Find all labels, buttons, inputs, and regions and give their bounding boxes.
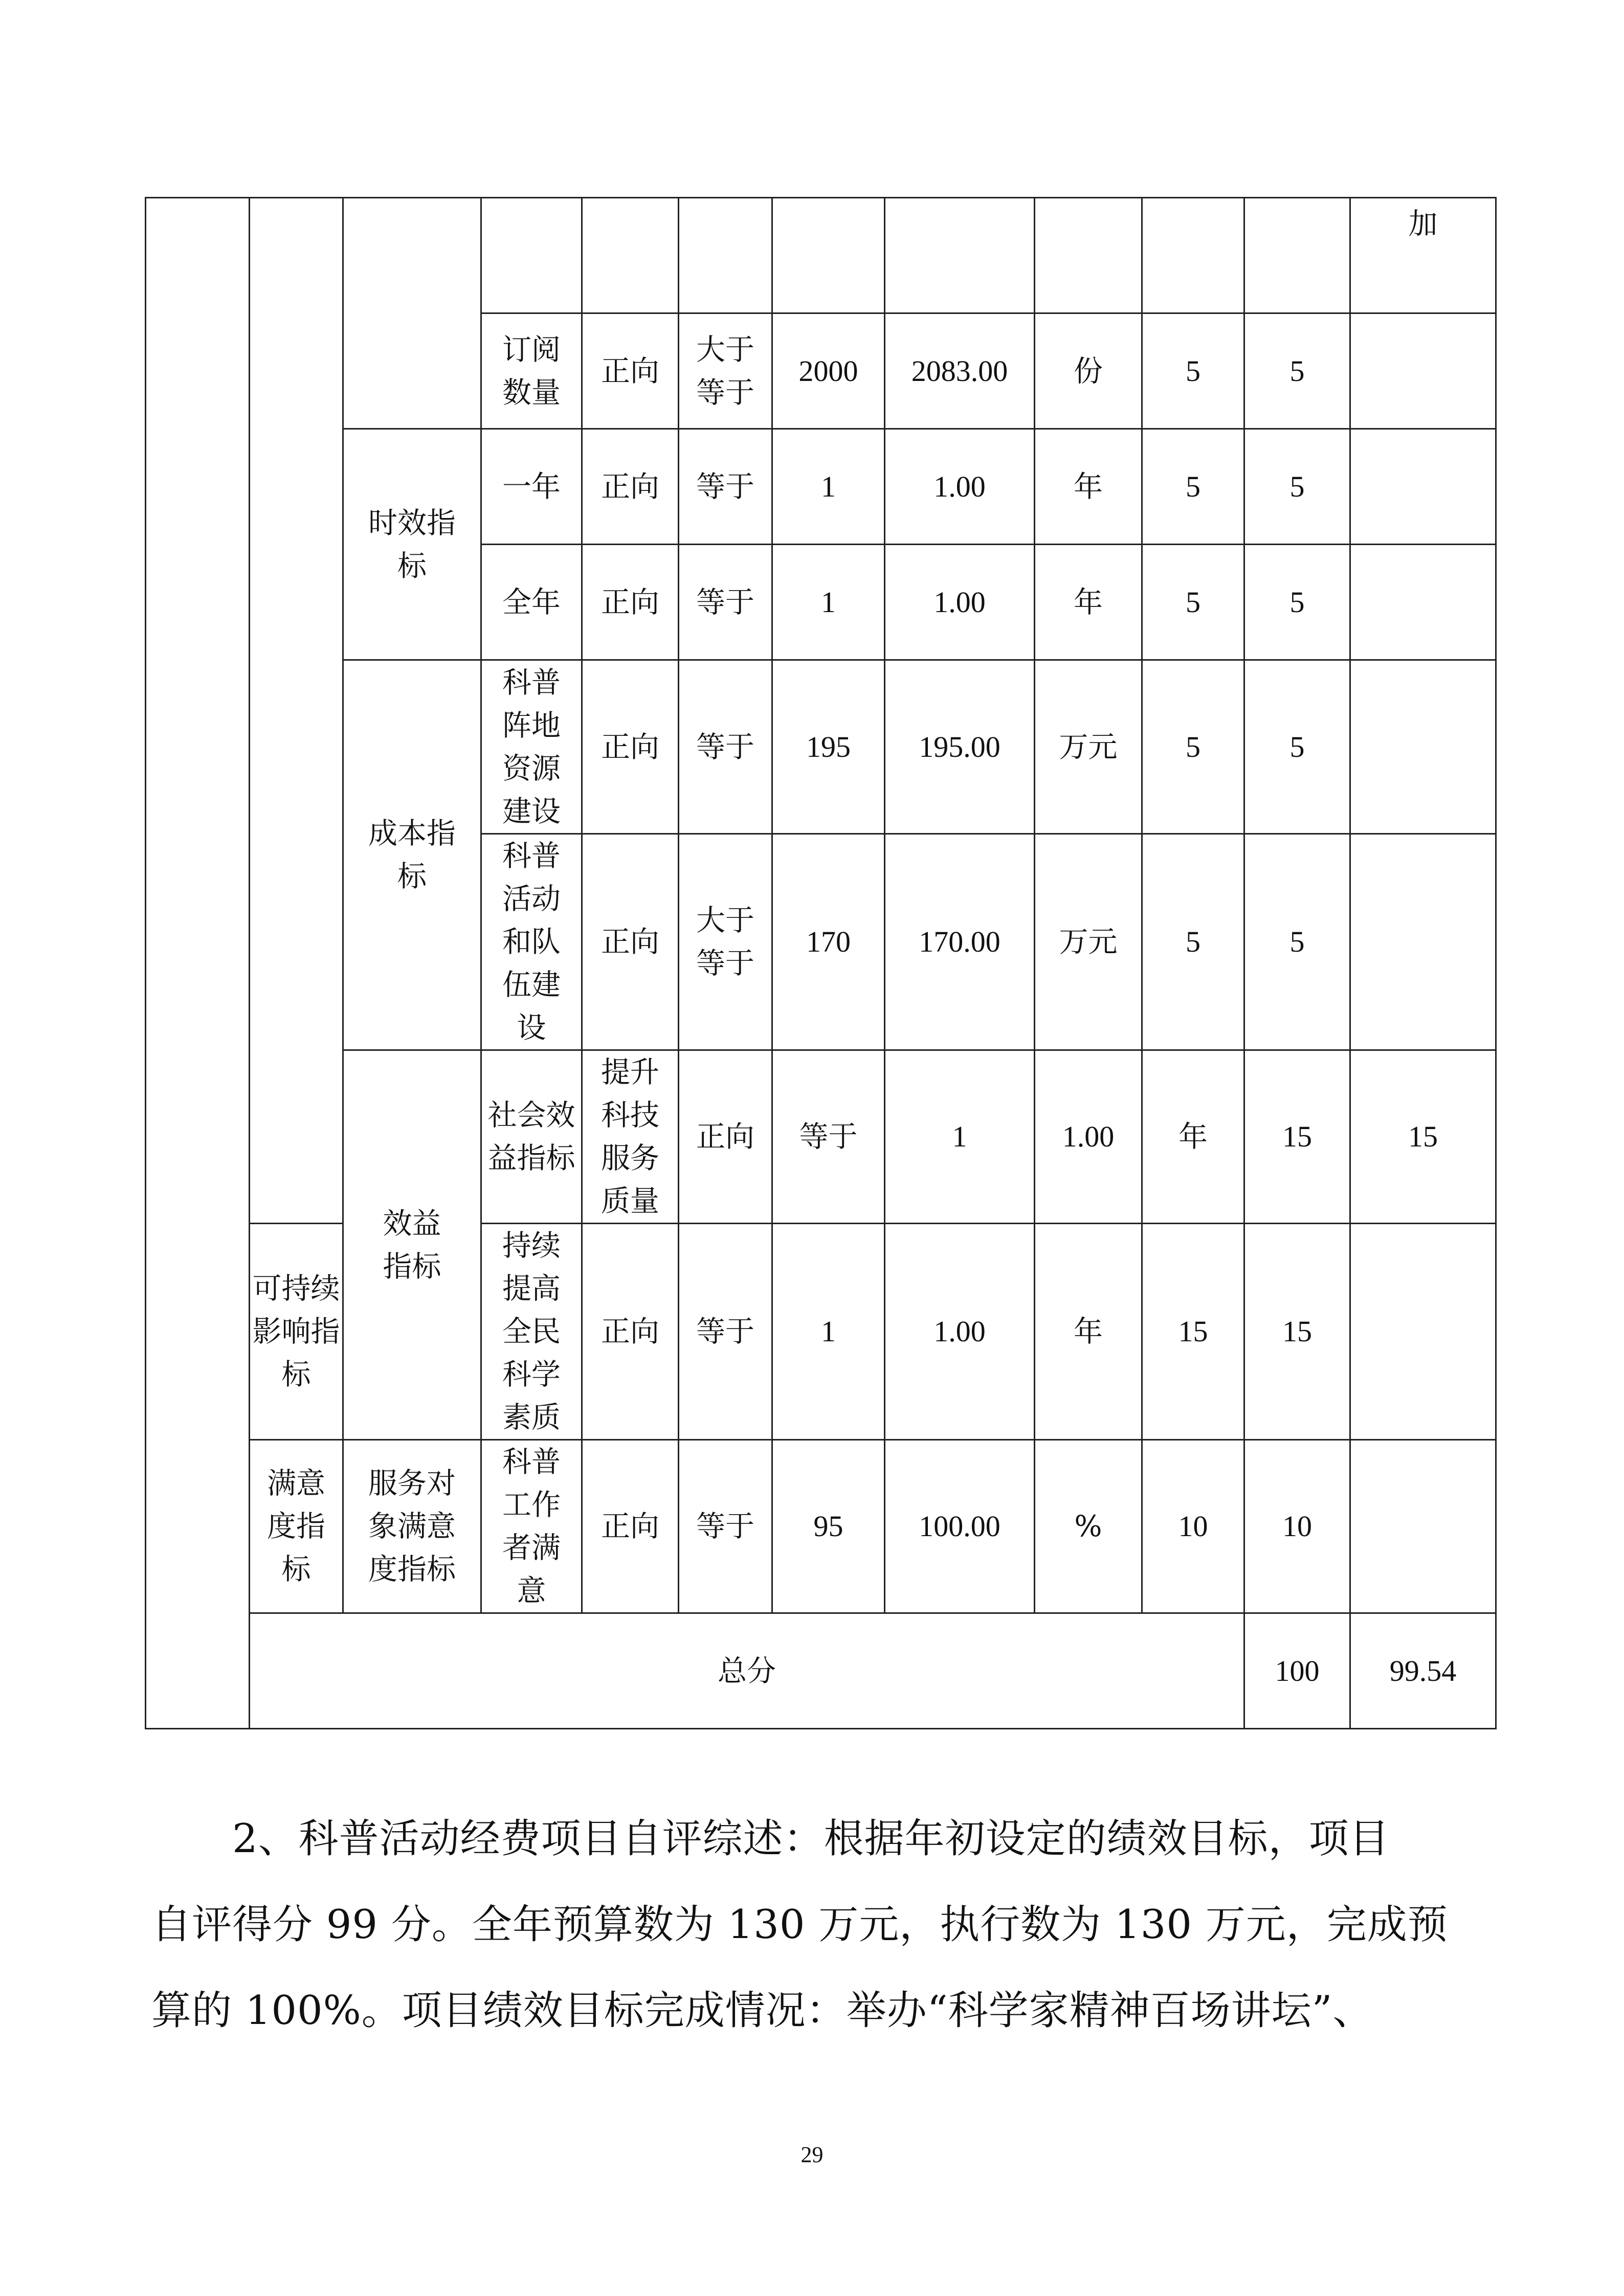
paragraph-line: 算的 100%。项目绩效目标完成情况：举办“科学家精神百场讲坛”、 (151, 1988, 1373, 2034)
primary-indicator-benefit: 效益 指标 (343, 1050, 481, 1440)
operator-cell: 等于 (679, 660, 772, 834)
operator-cell: 大于 等于 (679, 834, 772, 1050)
weight-cell: 5 (1142, 313, 1244, 429)
note-cell (1350, 1440, 1496, 1613)
target-cell: 1 (772, 545, 885, 660)
operator-cell: 等于 (679, 1224, 772, 1440)
direction-cell: 正向 (582, 313, 679, 429)
actual-cell: 100.00 (885, 1440, 1035, 1613)
total-weight: 100 (1244, 1613, 1350, 1729)
target-cell: 1 (885, 1050, 1035, 1224)
secondary-indicator-social-benefit: 社会效 益指标 (481, 1050, 582, 1224)
target-cell: 95 (772, 1440, 885, 1613)
actual-cell: 2083.00 (885, 313, 1035, 429)
direction-cell: 正向 (582, 834, 679, 1050)
first-level-column-cell (146, 198, 250, 1729)
secondary-indicator-sustainable: 可持续 影响指 标 (250, 1224, 343, 1440)
self-evaluation-paragraph (151, 1796, 1481, 2054)
score-cell: 5 (1244, 660, 1350, 834)
operator-cell: 等于 (679, 545, 772, 660)
secondary-indicator-timeliness: 时效指 标 (343, 429, 481, 660)
weight-cell: 5 (1142, 834, 1244, 1050)
direction-cell: 正向 (582, 429, 679, 545)
total-score: 99.54 (1350, 1613, 1496, 1729)
note-cell (1350, 834, 1496, 1050)
total-row (146, 1613, 1496, 1729)
table-row (146, 429, 1496, 545)
actual-cell: 170.00 (885, 834, 1035, 1050)
weight-cell: 5 (1142, 429, 1244, 545)
target-cell: 195 (772, 660, 885, 834)
weight-cell: 15 (1244, 1050, 1350, 1224)
unit-cell: 年 (1035, 429, 1142, 545)
unit-cell: % (1035, 1440, 1142, 1613)
score-cell: 5 (1244, 313, 1350, 429)
operator-cell: 大于 等于 (679, 313, 772, 429)
page-number: 29 (800, 2142, 824, 2167)
indicator-cell: 全年 (481, 545, 582, 660)
direction-cell: 正向 (679, 1050, 772, 1224)
unit-cell: 万元 (1035, 834, 1142, 1050)
unit-cell: 年 (1035, 545, 1142, 660)
actual-cell: 195.00 (885, 660, 1035, 834)
third-level-cell (343, 198, 481, 429)
note-cell: 加 (1350, 198, 1496, 313)
score-cell: 10 (1244, 1440, 1350, 1613)
actual-cell: 1.00 (1035, 1050, 1142, 1224)
weight-cell: 5 (1142, 545, 1244, 660)
note-cell (1350, 429, 1496, 545)
actual-cell: 1.00 (885, 545, 1035, 660)
target-cell: 1 (772, 1224, 885, 1440)
operator-cell: 等于 (679, 1440, 772, 1613)
direction-cell: 正向 (582, 1224, 679, 1440)
score-cell: 15 (1244, 1224, 1350, 1440)
weight-cell: 15 (1142, 1224, 1244, 1440)
note-cell (1350, 660, 1496, 834)
actual-cell: 1.00 (885, 429, 1035, 545)
table-row (146, 198, 1496, 313)
direction-cell: 正向 (582, 1440, 679, 1613)
operator-cell: 等于 (772, 1050, 885, 1224)
target-cell: 1 (772, 429, 885, 545)
note-cell (1350, 1224, 1496, 1440)
direction-cell: 正向 (582, 660, 679, 834)
unit-cell: 万元 (1035, 660, 1142, 834)
unit-cell: 年 (1142, 1050, 1244, 1224)
weight-cell: 10 (1142, 1440, 1244, 1613)
indicator-cell: 科普 活动 和队 伍建 设 (481, 834, 582, 1050)
primary-indicator-satisfaction: 满意 度指 标 (250, 1440, 343, 1613)
operator-cell: 等于 (679, 429, 772, 545)
indicator-cell: 提升 科技 服务 质量 (582, 1050, 679, 1224)
weight-cell: 5 (1142, 660, 1244, 834)
table-row (146, 1050, 1496, 1224)
table-row (146, 1440, 1496, 1613)
indicator-cell: 持续 提高 全民 科学 素质 (481, 1224, 582, 1440)
actual-cell: 1.00 (885, 1224, 1035, 1440)
paragraph-line: 自评得分 99 分。全年预算数为 130 万元，执行数为 130 万元，完成预 (151, 1902, 1448, 1948)
score-cell: 5 (1244, 545, 1350, 660)
direction-cell: 正向 (582, 545, 679, 660)
paragraph-line: 2、科普活动经费项目自评综述：根据年初设定的绩效目标，项目 (151, 1816, 1390, 1862)
unit-cell: 份 (1035, 313, 1142, 429)
total-label: 总分 (250, 1613, 1244, 1729)
secondary-indicator-service-satisfaction: 服务对 象满意 度指标 (343, 1440, 481, 1613)
indicator-cell: 一年 (481, 429, 582, 545)
second-level-cell (250, 198, 343, 1224)
indicator-cell: 科普 工作 者满 意 (481, 1440, 582, 1613)
note-cell (1350, 313, 1496, 429)
indicator-cell: 订阅 数量 (481, 313, 582, 429)
score-cell: 5 (1244, 834, 1350, 1050)
score-cell: 5 (1244, 429, 1350, 545)
indicator-cell: 科普 阵地 资源 建设 (481, 660, 582, 834)
note-cell (1350, 545, 1496, 660)
performance-table (145, 197, 1497, 1729)
target-cell: 2000 (772, 313, 885, 429)
target-cell: 170 (772, 834, 885, 1050)
secondary-indicator-cost: 成本指 标 (343, 660, 481, 1050)
unit-cell: 年 (1035, 1224, 1142, 1440)
score-cell: 15 (1350, 1050, 1496, 1224)
table-row (146, 660, 1496, 834)
